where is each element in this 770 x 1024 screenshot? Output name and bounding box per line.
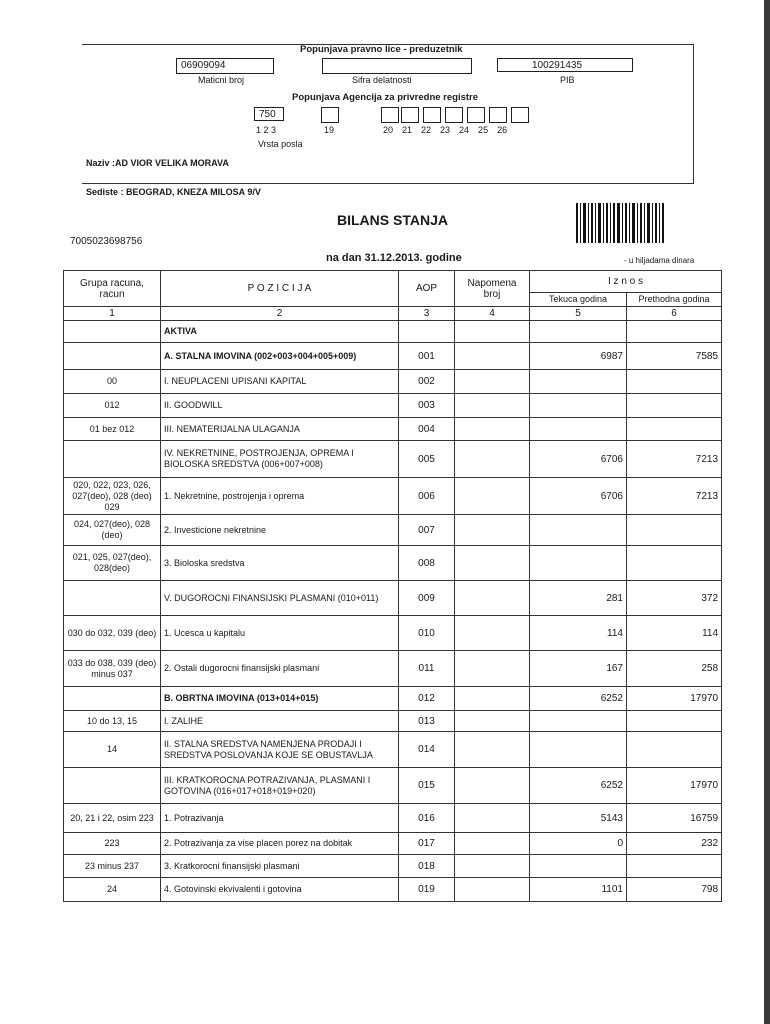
previous-year-cell: 258 bbox=[627, 651, 722, 687]
position-cell: B. OBRTNA IMOVINA (013+014+015) bbox=[161, 687, 399, 711]
group-cell: 01 bez 012 bbox=[64, 418, 161, 441]
reg-labels-20-26: 20 21 22 23 24 25 26 bbox=[383, 125, 508, 135]
aop-cell: 004 bbox=[399, 418, 455, 441]
table-row bbox=[64, 581, 722, 616]
reg-label-19: 19 bbox=[324, 125, 335, 135]
current-year-cell: 6252 bbox=[530, 687, 627, 711]
note-cell bbox=[455, 833, 530, 855]
note-cell bbox=[455, 651, 530, 687]
previous-year-cell: 232 bbox=[627, 833, 722, 855]
position-cell: 1. Potrazivanja bbox=[161, 804, 399, 833]
col-number-3: 3 bbox=[399, 307, 455, 321]
document-title: BILANS STANJA bbox=[337, 212, 448, 228]
col-number-2: 2 bbox=[161, 307, 399, 321]
current-year-cell: 6987 bbox=[530, 343, 627, 370]
aop-cell: 018 bbox=[399, 855, 455, 878]
column-number-row bbox=[64, 307, 722, 321]
current-year-cell bbox=[530, 515, 627, 546]
position-cell: III. KRATKOROCNA POTRAZIVANJA, PLASMANI I GOTOVINA (016+017+018+019+020) bbox=[161, 768, 399, 804]
vrsta-posla-label: Vrsta posla bbox=[258, 139, 303, 149]
previous-year-cell bbox=[627, 732, 722, 768]
pib-field: 100291435 bbox=[497, 58, 633, 72]
group-cell: 033 do 038, 039 (deo) minus 037 bbox=[64, 651, 161, 687]
group-cell: 24 bbox=[64, 878, 161, 902]
position-cell: IV. NEKRETNINE, POSTROJENJA, OPREMA I BIOLOSKA SREDSTVA (006+007+008) bbox=[161, 441, 399, 478]
current-year-cell: 281 bbox=[530, 581, 627, 616]
group-cell bbox=[64, 687, 161, 711]
position-cell: III. NEMATERIJALNA ULAGANJA bbox=[161, 418, 399, 441]
position-cell: I. NEUPLACENI UPISANI KAPITAL bbox=[161, 370, 399, 394]
note-cell bbox=[455, 321, 530, 343]
aop-cell: 017 bbox=[399, 833, 455, 855]
reg-box-20 bbox=[381, 107, 399, 123]
balance-sheet-table bbox=[63, 270, 722, 902]
aop-cell: 001 bbox=[399, 343, 455, 370]
table-row bbox=[64, 651, 722, 687]
table-row bbox=[64, 855, 722, 878]
note-cell bbox=[455, 581, 530, 616]
previous-year-cell bbox=[627, 546, 722, 581]
aop-cell: 002 bbox=[399, 370, 455, 394]
note-cell bbox=[455, 546, 530, 581]
current-year-cell bbox=[530, 394, 627, 418]
position-cell: 1. Nekretnine, postrojenja i oprema bbox=[161, 478, 399, 515]
col-prethodna-header: Prethodna godina bbox=[627, 293, 722, 307]
note-cell bbox=[455, 343, 530, 370]
reg-box-19 bbox=[321, 107, 339, 123]
position-cell: II. STALNA SREDSTVA NAMENJENA PRODAJI I SREDSTVA POSLOVANJA KOJE SE OBUSTAVLJA bbox=[161, 732, 399, 768]
aop-cell: 005 bbox=[399, 441, 455, 478]
note-cell bbox=[455, 855, 530, 878]
previous-year-cell bbox=[627, 394, 722, 418]
position-cell: I. ZALIHE bbox=[161, 711, 399, 732]
aop-cell: 007 bbox=[399, 515, 455, 546]
col-iznos-header: I z n o s bbox=[530, 271, 722, 293]
position-cell: A. STALNA IMOVINA (002+003+004+005+009) bbox=[161, 343, 399, 370]
fill-by-agency-heading: Popunjava Agencija za privredne registre bbox=[292, 92, 479, 103]
previous-year-cell: 7585 bbox=[627, 343, 722, 370]
group-cell bbox=[64, 343, 161, 370]
company-name: Naziv :AD VIOR VELIKA MORAVA bbox=[86, 158, 229, 168]
group-cell: 10 do 13, 15 bbox=[64, 711, 161, 732]
group-cell: 030 do 032, 039 (deo) bbox=[64, 616, 161, 651]
table-row bbox=[64, 418, 722, 441]
group-cell bbox=[64, 768, 161, 804]
position-cell: 3. Kratkorocni finansijski plasmani bbox=[161, 855, 399, 878]
reference-number: 7005023698756 bbox=[70, 236, 143, 247]
barcode-image bbox=[576, 203, 664, 243]
current-year-cell bbox=[530, 711, 627, 732]
unit-label: - u hiljadama dinara bbox=[624, 256, 695, 265]
col-number-6: 6 bbox=[627, 307, 722, 321]
current-year-cell: 114 bbox=[530, 616, 627, 651]
vrsta-digit-labels: 1 2 3 bbox=[256, 125, 277, 135]
col-number-5: 5 bbox=[530, 307, 627, 321]
note-cell bbox=[455, 616, 530, 651]
note-cell bbox=[455, 768, 530, 804]
col-pozicija-header: P O Z I C I J A bbox=[161, 271, 399, 307]
group-cell bbox=[64, 441, 161, 478]
table-row bbox=[64, 441, 722, 478]
pib-label: PIB bbox=[560, 75, 575, 85]
previous-year-cell: 7213 bbox=[627, 478, 722, 515]
current-year-cell: 6252 bbox=[530, 768, 627, 804]
note-cell bbox=[455, 804, 530, 833]
group-cell: 00 bbox=[64, 370, 161, 394]
group-cell: 024, 027(deo), 028 (deo) bbox=[64, 515, 161, 546]
table-row bbox=[64, 478, 722, 515]
note-cell bbox=[455, 515, 530, 546]
table-row bbox=[64, 546, 722, 581]
sifra-delatnosti-label: Sifra delatnosti bbox=[352, 75, 412, 85]
position-cell: V. DUGOROCNI FINANSIJSKI PLASMANI (010+011) bbox=[161, 581, 399, 616]
aop-cell: 008 bbox=[399, 546, 455, 581]
aop-cell: 011 bbox=[399, 651, 455, 687]
table-row bbox=[64, 878, 722, 902]
table-row bbox=[64, 768, 722, 804]
note-cell bbox=[455, 878, 530, 902]
position-cell: AKTIVA bbox=[161, 321, 399, 343]
col-number-1: 1 bbox=[64, 307, 161, 321]
group-cell: 020, 022, 023, 026, 027(deo), 028 (deo) 029 bbox=[64, 478, 161, 515]
group-cell: 021, 025, 027(deo), 028(deo) bbox=[64, 546, 161, 581]
group-cell bbox=[64, 321, 161, 343]
position-cell: 3. Bioloska sredstva bbox=[161, 546, 399, 581]
current-year-cell bbox=[530, 321, 627, 343]
note-cell bbox=[455, 370, 530, 394]
position-cell: 2. Investicione nekretnine bbox=[161, 515, 399, 546]
previous-year-cell bbox=[627, 515, 722, 546]
table-row bbox=[64, 804, 722, 833]
previous-year-cell bbox=[627, 855, 722, 878]
table-row bbox=[64, 321, 722, 343]
group-cell: 20, 21 i 22, osim 223 bbox=[64, 804, 161, 833]
reg-box-25 bbox=[489, 107, 507, 123]
note-cell bbox=[455, 732, 530, 768]
aop-cell: 003 bbox=[399, 394, 455, 418]
current-year-cell bbox=[530, 732, 627, 768]
note-cell bbox=[455, 687, 530, 711]
position-cell: 4. Gotovinski ekvivalenti i gotovina bbox=[161, 878, 399, 902]
previous-year-cell: 17970 bbox=[627, 687, 722, 711]
vrsta-posla-field: 750 bbox=[254, 107, 284, 121]
current-year-cell bbox=[530, 546, 627, 581]
fill-by-entity-heading: Popunjava pravno lice - preduzetnik bbox=[300, 44, 463, 55]
table-row bbox=[64, 711, 722, 732]
reg-box-21 bbox=[401, 107, 419, 123]
aop-cell: 015 bbox=[399, 768, 455, 804]
aop-cell: 009 bbox=[399, 581, 455, 616]
previous-year-cell: 372 bbox=[627, 581, 722, 616]
table-row bbox=[64, 833, 722, 855]
group-cell: 23 minus 237 bbox=[64, 855, 161, 878]
scan-edge-shadow bbox=[764, 0, 770, 1024]
position-cell: 1. Ucesca u kapitalu bbox=[161, 616, 399, 651]
group-cell: 012 bbox=[64, 394, 161, 418]
aop-cell bbox=[399, 321, 455, 343]
group-cell: 223 bbox=[64, 833, 161, 855]
col-tekuca-header: Tekuca godina bbox=[530, 293, 627, 307]
col-number-4: 4 bbox=[455, 307, 530, 321]
table-row bbox=[64, 370, 722, 394]
maticni-broj-field: 06909094 bbox=[176, 58, 274, 74]
table-row bbox=[64, 732, 722, 768]
company-address: Sediste : BEOGRAD, KNEZA MILOSA 9/V bbox=[86, 187, 261, 197]
col-napomena-header: Napomena broj bbox=[455, 271, 530, 307]
note-cell bbox=[455, 478, 530, 515]
header-row bbox=[64, 271, 722, 293]
aop-cell: 012 bbox=[399, 687, 455, 711]
current-year-cell bbox=[530, 855, 627, 878]
note-cell bbox=[455, 418, 530, 441]
reg-box-26 bbox=[511, 107, 529, 123]
previous-year-cell: 16759 bbox=[627, 804, 722, 833]
current-year-cell bbox=[530, 370, 627, 394]
position-cell: II. GOODWILL bbox=[161, 394, 399, 418]
current-year-cell bbox=[530, 418, 627, 441]
col-grupa-header: Grupa racuna, racun bbox=[64, 271, 161, 307]
current-year-cell: 5143 bbox=[530, 804, 627, 833]
previous-year-cell: 114 bbox=[627, 616, 722, 651]
position-cell: 2. Potrazivanja za vise placen porez na dobitak bbox=[161, 833, 399, 855]
reg-box-22 bbox=[423, 107, 441, 123]
table-row bbox=[64, 515, 722, 546]
previous-year-cell: 17970 bbox=[627, 768, 722, 804]
reg-box-23 bbox=[445, 107, 463, 123]
table-row bbox=[64, 616, 722, 651]
aop-cell: 016 bbox=[399, 804, 455, 833]
current-year-cell: 1101 bbox=[530, 878, 627, 902]
group-cell bbox=[64, 581, 161, 616]
position-cell: 2. Ostali dugorocni finansijski plasmani bbox=[161, 651, 399, 687]
note-cell bbox=[455, 441, 530, 478]
group-cell: 14 bbox=[64, 732, 161, 768]
aop-cell: 019 bbox=[399, 878, 455, 902]
previous-year-cell bbox=[627, 711, 722, 732]
col-aop-header: AOP bbox=[399, 271, 455, 307]
aop-cell: 006 bbox=[399, 478, 455, 515]
table-row bbox=[64, 343, 722, 370]
current-year-cell: 6706 bbox=[530, 441, 627, 478]
current-year-cell: 167 bbox=[530, 651, 627, 687]
previous-year-cell: 7213 bbox=[627, 441, 722, 478]
sifra-delatnosti-field bbox=[322, 58, 472, 74]
table-row bbox=[64, 687, 722, 711]
aop-cell: 013 bbox=[399, 711, 455, 732]
note-cell bbox=[455, 711, 530, 732]
date-line: na dan 31.12.2013. godine bbox=[326, 252, 462, 264]
table-row bbox=[64, 394, 722, 418]
note-cell bbox=[455, 394, 530, 418]
previous-year-cell bbox=[627, 418, 722, 441]
current-year-cell: 6706 bbox=[530, 478, 627, 515]
reg-box-24 bbox=[467, 107, 485, 123]
aop-cell: 010 bbox=[399, 616, 455, 651]
previous-year-cell bbox=[627, 370, 722, 394]
previous-year-cell: 798 bbox=[627, 878, 722, 902]
previous-year-cell bbox=[627, 321, 722, 343]
aop-cell: 014 bbox=[399, 732, 455, 768]
maticni-broj-label: Maticni broj bbox=[198, 75, 245, 85]
current-year-cell: 0 bbox=[530, 833, 627, 855]
